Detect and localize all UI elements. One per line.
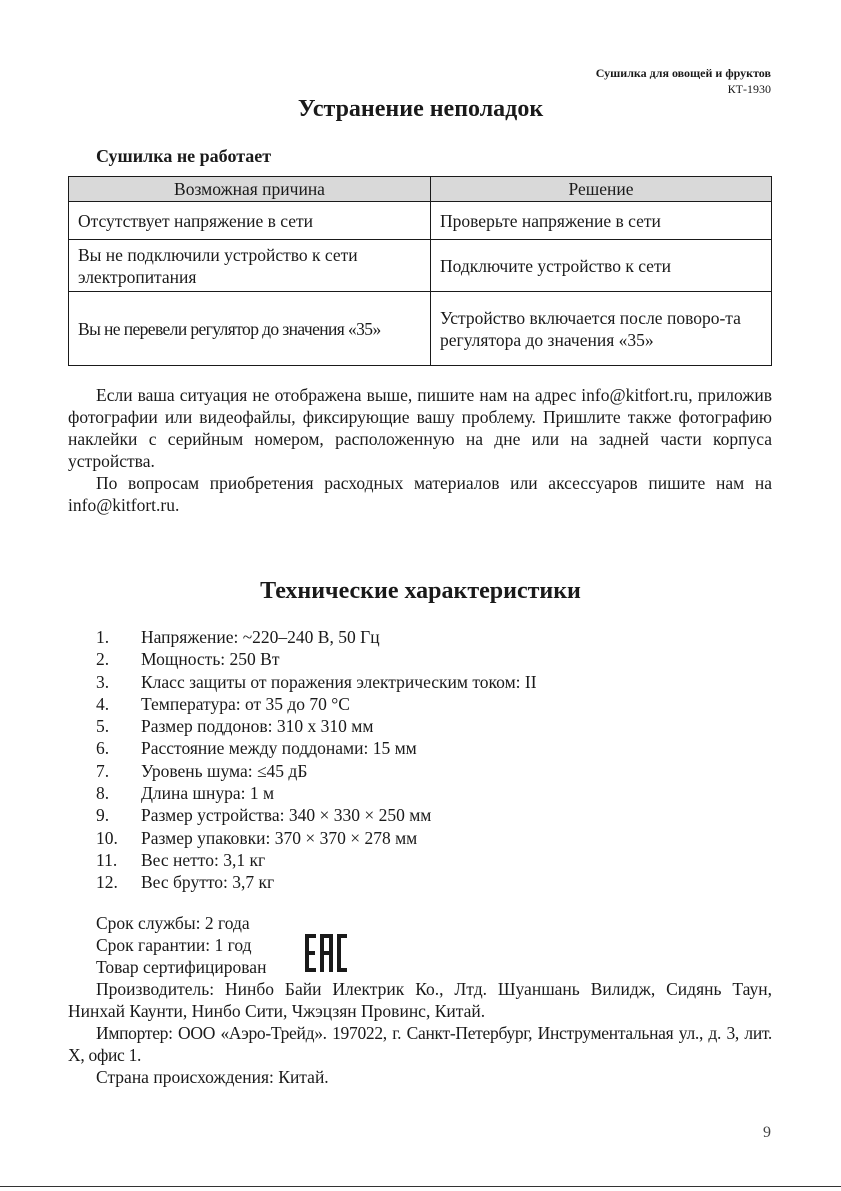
spec-number: 7. — [96, 760, 110, 781]
spec-text: Мощность: 250 Вт — [141, 649, 280, 670]
spec-item — [96, 849, 537, 871]
manufacturer-info: Производитель: Нинбо Байи Илектрик Ко., Лтд. Шуаншань Вилидж, Сидянь Таун, Нинхай Каунти, Нинбо Сити, Чжэцзян Провинс, Китай. — [68, 979, 772, 1021]
table-row — [69, 202, 772, 240]
spec-item — [96, 693, 537, 715]
spec-item — [96, 626, 537, 648]
spec-number: 2. — [96, 649, 110, 670]
troubleshooting-table — [68, 176, 772, 366]
spec-item — [96, 827, 537, 849]
spec-item — [96, 648, 537, 670]
solution-cell: Проверьте напряжение в сети — [431, 202, 772, 240]
spec-text: Напряжение: ~220–240 В, 50 Гц — [141, 627, 380, 647]
spec-text: Вес нетто: 3,1 кг — [141, 849, 266, 870]
spec-number: 11. — [96, 849, 118, 870]
spec-item — [96, 671, 537, 693]
subsection-title: Сушилка не работает — [96, 146, 272, 166]
spec-text: Температура: от 35 до 70 °С — [141, 693, 350, 714]
section-title-specs: Технические характеристики — [260, 578, 581, 604]
column-header-cause: Возможная причина — [69, 177, 431, 202]
spec-text: Расстояние между поддонами: 15 мм — [141, 738, 417, 759]
spec-number: 5. — [96, 716, 110, 737]
spec-number: 3. — [96, 671, 110, 692]
spec-text: Класс защиты от поражения электрическим током: II — [141, 671, 537, 692]
spec-text: Вес брутто: 3,7 кг — [141, 872, 275, 893]
spec-item — [96, 871, 537, 893]
section-title-troubleshooting: Устранение неполадок — [297, 96, 544, 122]
solution-cell: Устройство включается после поворо-та регулятора до значения «35» — [431, 292, 772, 366]
spec-text: Уровень шума: ≤45 дБ — [141, 760, 308, 781]
spec-item — [96, 737, 537, 759]
spec-item — [96, 715, 537, 737]
spec-number: 4. — [96, 693, 110, 714]
specs-list — [96, 626, 537, 894]
spec-number: 12. — [96, 872, 118, 893]
header-model-number: КТ-1930 — [727, 82, 771, 96]
table-row — [69, 292, 772, 366]
spec-item — [96, 782, 537, 804]
page-number: 9 — [763, 1124, 771, 1141]
spec-number: 6. — [96, 738, 110, 759]
contact-paragraph: Если ваша ситуация не отображена выше, пишите нам на адрес info@kitfort.ru, приложив фотографии или видеофайлы, фиксирующие вашу проблему. Пришлите также фотографию наклейки с серийным номером, расположенную на дне или на задней части корпуса устройства. — [68, 385, 772, 471]
spec-number: 8. — [96, 783, 110, 804]
spec-text: Размер устройства: 340 × 330 × 250 мм — [141, 805, 432, 826]
eac-mark-icon — [305, 934, 347, 972]
solution-cell: Подключите устройство к сети — [431, 240, 772, 292]
certification-text: Товар сертифицирован — [96, 957, 267, 977]
bottom-rule — [0, 1186, 841, 1187]
spec-item — [96, 760, 537, 782]
cause-cell: Отсутствует напряжение в сети — [69, 202, 431, 240]
header-product-name: Сушилка для овощей и фруктов — [595, 66, 771, 80]
spec-number: 1. — [96, 627, 110, 647]
service-life: Срок службы: 2 года — [96, 913, 250, 933]
spec-number: 9. — [96, 805, 110, 826]
table-header-row — [69, 177, 772, 202]
cause-cell: Вы не подключили устройство к сети электропитания — [69, 240, 431, 292]
spec-text: Длина шнура: 1 м — [141, 783, 275, 804]
spec-text: Размер упаковки: 370 × 370 × 278 мм — [141, 827, 418, 848]
table-row — [69, 240, 772, 292]
spec-item — [96, 804, 537, 826]
country-of-origin: Страна происхождения: Китай. — [96, 1067, 329, 1087]
spec-number: 10. — [96, 827, 118, 848]
spec-text: Размер поддонов: 310 х 310 мм — [141, 716, 374, 737]
warranty-period: Срок гарантии: 1 год — [96, 935, 252, 955]
column-header-solution: Решение — [431, 177, 772, 202]
accessories-paragraph: По вопросам приобретения расходных материалов или аксессуаров пишите нам на info@kitfort.ru. — [68, 473, 772, 515]
cause-cell: Вы не перевели регулятор до значения «35» — [69, 292, 431, 366]
importer-info: Импортер: ООО «Аэро-Трейд». 197022, г. Санкт-Петербург, Инструментальная ул., д. 3, лит. Х, офис 1. — [68, 1023, 772, 1065]
